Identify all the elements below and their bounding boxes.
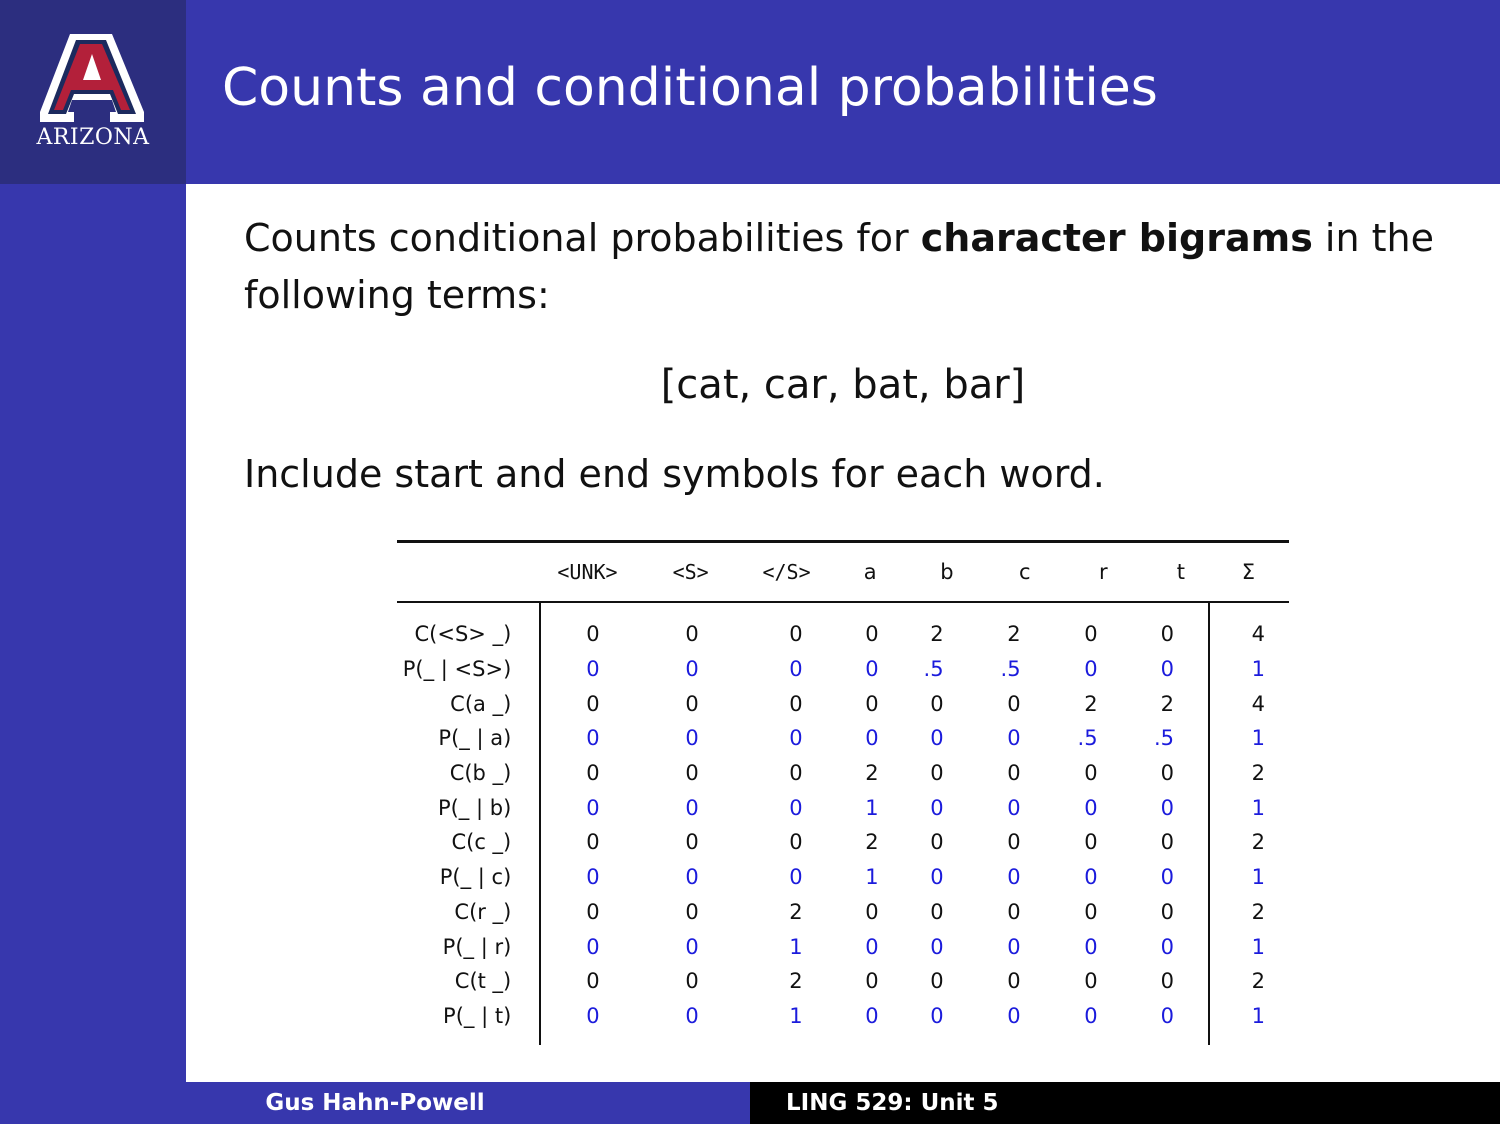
table-cell: 0 <box>930 761 944 786</box>
table-cell: 0 <box>685 795 699 820</box>
table-cell: 0 <box>1132 895 1209 930</box>
footer-course-bar <box>750 1082 1500 1124</box>
table-cell: 0 <box>685 657 699 682</box>
table-row <box>397 999 1289 1046</box>
table-cell: 0 <box>1084 830 1098 855</box>
table-cell: 0 <box>540 895 641 930</box>
table-cell: 1 <box>865 795 879 820</box>
table-cell: .5 <box>1000 657 1021 682</box>
column-header: b <box>940 560 954 584</box>
table-cell: 0 <box>1007 969 1021 994</box>
intro-text <box>244 210 1434 324</box>
table-cell: 0 <box>865 657 879 682</box>
table-cell: 0 <box>1132 860 1209 895</box>
table-cell: 0 <box>1132 825 1209 860</box>
table-cell: 0 <box>1084 761 1098 786</box>
bigram-table-container <box>397 540 1289 1045</box>
table-cell: 2 <box>1251 969 1265 994</box>
footer-course: LING 529: Unit 5 <box>786 1090 999 1116</box>
table-cell: 0 <box>1007 795 1021 820</box>
table-cell: 0 <box>865 726 879 751</box>
table-cell: 0 <box>685 761 699 786</box>
column-header: c <box>1019 560 1031 584</box>
row-label: P(_ | a) <box>438 726 512 751</box>
table-cell: 0 <box>685 934 699 959</box>
table-cell: 1 <box>789 1003 803 1028</box>
table-cell: 1 <box>1251 726 1265 751</box>
column-header: <UNK> <box>557 560 618 584</box>
header-empty <box>397 542 540 603</box>
table-row <box>397 860 1289 895</box>
table-cell: 0 <box>1084 1003 1098 1028</box>
table-cell: 0 <box>540 756 641 791</box>
table-cell: 0 <box>685 865 699 890</box>
column-header: r <box>1098 560 1108 584</box>
table-cell: 0 <box>789 865 803 890</box>
table-cell: 0 <box>1007 1003 1021 1028</box>
table-cell: 0 <box>865 622 879 647</box>
table-cell: 1 <box>1251 1003 1265 1028</box>
row-label: C(r _) <box>454 899 512 924</box>
table-cell: 0 <box>540 964 641 999</box>
column-header: Σ <box>1241 560 1255 584</box>
table-cell: 0 <box>540 652 641 687</box>
table-cell: 0 <box>1084 622 1098 647</box>
table-cell: 0 <box>1007 934 1021 959</box>
table-cell: 0 <box>685 899 699 924</box>
table-cell: 0 <box>1007 691 1021 716</box>
arizona-logo-icon <box>38 30 148 124</box>
table-cell: 2 <box>1007 622 1021 647</box>
table-cell: 0 <box>789 830 803 855</box>
table-cell: 0 <box>789 761 803 786</box>
table-cell: 0 <box>865 691 879 716</box>
row-label: C(a _) <box>450 691 512 716</box>
terms-list: [cat, car, bat, bar] <box>660 362 1026 408</box>
table-cell: 0 <box>930 691 944 716</box>
table-cell: .5 <box>923 657 944 682</box>
table-cell: 0 <box>540 790 641 825</box>
footer-author: Gus Hahn-Powell <box>0 1082 750 1124</box>
table-cell: 0 <box>865 969 879 994</box>
table-cell: 0 <box>685 1003 699 1028</box>
table-cell: 4 <box>1251 691 1265 716</box>
table-cell: 0 <box>789 691 803 716</box>
table-cell: 2 <box>789 969 803 994</box>
table-cell: 0 <box>540 860 641 895</box>
table-row <box>397 756 1289 791</box>
table-row <box>397 721 1289 756</box>
table-cell: 0 <box>540 602 641 652</box>
table-cell: 0 <box>789 795 803 820</box>
table-cell: 2 <box>1132 686 1209 721</box>
table-cell: 0 <box>789 726 803 751</box>
table-cell: 1 <box>1251 934 1265 959</box>
table-row <box>397 686 1289 721</box>
table-cell: 2 <box>865 830 879 855</box>
table-cell: 0 <box>789 622 803 647</box>
table-cell: 2 <box>1084 691 1098 716</box>
slide-title: Counts and conditional probabilities <box>222 58 1158 118</box>
table-cell: 2 <box>1251 899 1265 924</box>
table-cell: 0 <box>1007 761 1021 786</box>
table-cell: 0 <box>1132 652 1209 687</box>
row-label: P(_ | c) <box>439 865 512 890</box>
table-cell: 0 <box>789 657 803 682</box>
intro-after: in the following terms: <box>244 216 1434 317</box>
table-cell: 0 <box>685 969 699 994</box>
bigram-table <box>397 540 1289 1045</box>
row-label: C(b _) <box>449 761 512 786</box>
table-cell: 0 <box>865 899 879 924</box>
table-cell: 1 <box>789 934 803 959</box>
left-sidebar <box>0 184 186 1082</box>
logo-wordmark: ARIZONA <box>36 125 150 150</box>
intro-before: Counts conditional probabilities for <box>244 216 921 260</box>
table-cell: 0 <box>930 934 944 959</box>
table-row <box>397 602 1289 652</box>
table-row <box>397 895 1289 930</box>
table-cell: 0 <box>1084 795 1098 820</box>
table-cell: 0 <box>865 1003 879 1028</box>
table-row <box>397 790 1289 825</box>
table-cell: 0 <box>930 726 944 751</box>
intro-paragraph <box>244 210 1434 324</box>
table-cell: 0 <box>930 830 944 855</box>
table-cell: 2 <box>789 899 803 924</box>
table-cell: 0 <box>540 929 641 964</box>
table-cell: 1 <box>1251 865 1265 890</box>
instruction-text: Include start and end symbols for each word. <box>244 452 1105 496</box>
table-cell: 1 <box>865 865 879 890</box>
table-cell: .5 <box>1132 721 1209 756</box>
table-cell: 4 <box>1251 622 1265 647</box>
table-cell: 0 <box>1132 602 1209 652</box>
logo-panel <box>0 0 186 184</box>
column-header: <S> <box>672 560 709 584</box>
table-cell: 0 <box>685 622 699 647</box>
table-cell: 0 <box>1132 964 1209 999</box>
table-cell: 0 <box>1084 899 1098 924</box>
table-row <box>397 825 1289 860</box>
table-cell: 0 <box>1007 830 1021 855</box>
intro-bold: character bigrams <box>920 216 1313 260</box>
table-cell: 0 <box>930 1003 944 1028</box>
table-cell: 0 <box>1084 969 1098 994</box>
table-cell: 0 <box>930 899 944 924</box>
table-cell: .5 <box>1077 726 1098 751</box>
table-cell: 2 <box>930 622 944 647</box>
table-cell: 0 <box>865 934 879 959</box>
row-label: P(_ | <S>) <box>402 657 512 682</box>
row-label: P(_ | t) <box>443 1003 512 1028</box>
table-cell: 2 <box>865 761 879 786</box>
table-cell: 0 <box>1007 865 1021 890</box>
table-cell: 0 <box>685 691 699 716</box>
column-header: a <box>863 560 877 584</box>
row-label: P(_ | r) <box>442 934 512 959</box>
table-row <box>397 964 1289 999</box>
table-cell: 0 <box>540 999 641 1046</box>
table-cell: 0 <box>930 795 944 820</box>
table-body <box>397 602 1289 1045</box>
table-cell: 0 <box>685 726 699 751</box>
table-cell: 1 <box>1251 657 1265 682</box>
table-cell: 1 <box>1251 795 1265 820</box>
table-cell: 0 <box>540 825 641 860</box>
table-header-row <box>397 542 1289 603</box>
table-cell: 0 <box>1084 657 1098 682</box>
table-cell: 0 <box>930 865 944 890</box>
table-cell: 0 <box>1007 899 1021 924</box>
table-cell: 0 <box>1132 929 1209 964</box>
table-cell: 0 <box>540 686 641 721</box>
table-cell: 0 <box>540 721 641 756</box>
table-cell: 0 <box>1007 726 1021 751</box>
table-cell: 2 <box>1251 830 1265 855</box>
column-header: t <box>1176 560 1186 584</box>
row-label: C(c _) <box>451 830 512 855</box>
table-cell: 2 <box>1251 761 1265 786</box>
table-row <box>397 652 1289 687</box>
table-row <box>397 929 1289 964</box>
table-cell: 0 <box>930 969 944 994</box>
table-cell: 0 <box>1132 756 1209 791</box>
row-label: P(_ | b) <box>437 795 512 820</box>
row-label: C(<S> _) <box>414 622 512 647</box>
row-label: C(t _) <box>454 969 512 994</box>
table-cell: 0 <box>1084 865 1098 890</box>
column-header: </S> <box>762 560 811 584</box>
table-cell: 0 <box>1132 790 1209 825</box>
table-cell: 0 <box>1084 934 1098 959</box>
table-cell: 0 <box>685 830 699 855</box>
table-cell: 0 <box>1132 999 1209 1046</box>
